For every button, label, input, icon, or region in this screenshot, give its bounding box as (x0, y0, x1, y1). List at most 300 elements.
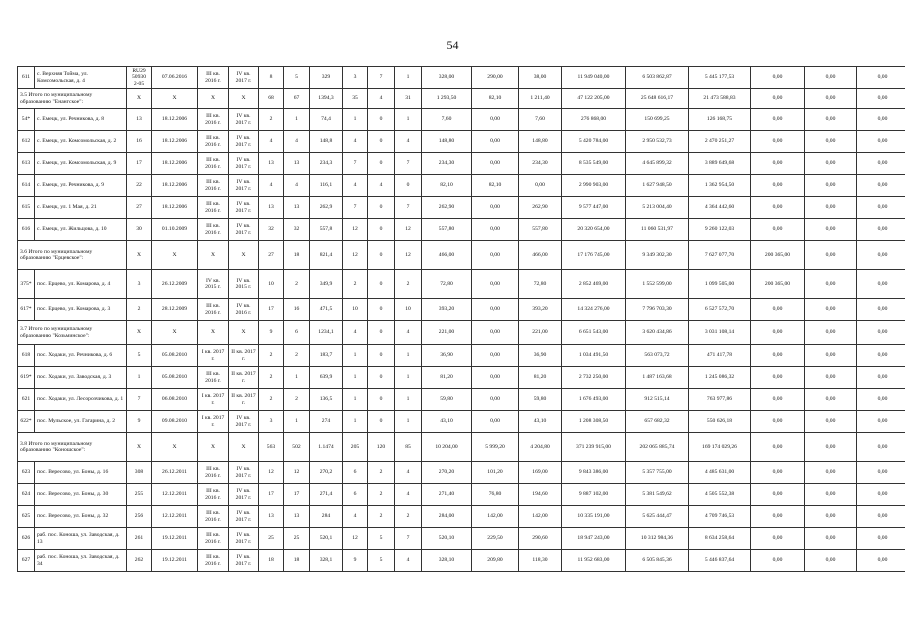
table-cell: 0,00 (857, 270, 905, 299)
table-cell: X (198, 321, 229, 345)
table-cell: 0,00 (751, 299, 805, 321)
table-cell: 17 176 745,00 (562, 241, 626, 270)
table-cell: 1 208 308,50 (562, 411, 626, 433)
table-cell: 1 (395, 345, 422, 367)
table-cell: 32 (284, 219, 310, 241)
table-cell: 0,00 (805, 433, 857, 462)
table-cell: 1 487 163,68 (626, 367, 689, 389)
table-cell: 1 (127, 367, 152, 389)
table-cell: 7,60 (519, 109, 562, 131)
table-cell: X (198, 433, 229, 462)
table-cell: 0 (368, 389, 395, 411)
table-cell: 05.08.2010 (152, 345, 198, 367)
housing-resettlement-table (17, 66, 905, 572)
table-cell: 17 (127, 153, 152, 175)
table-cell: 0,00 (857, 219, 905, 241)
table-cell: 4 645 899,32 (626, 153, 689, 175)
table-cell: 0,00 (751, 484, 805, 506)
table-cell: 18.12.2006 (152, 109, 198, 131)
table-cell: 169,00 (519, 462, 562, 484)
table-cell: 76,80 (472, 484, 519, 506)
table-cell: 5 446 837,64 (689, 550, 751, 572)
table-cell: 0,00 (805, 109, 857, 131)
table-cell: 101,20 (472, 462, 519, 484)
table-cell: 393,20 (422, 299, 472, 321)
table-cell: 0,00 (472, 197, 519, 219)
table-row (18, 153, 905, 175)
table-cell: 2 (368, 484, 395, 506)
table-cell: 1 (284, 109, 310, 131)
table-cell: 25 648 616,17 (626, 89, 689, 109)
table-cell: 2 (259, 345, 284, 367)
table-cell: 1 (395, 411, 422, 433)
table-cell: 10 312 984,36 (626, 528, 689, 550)
table-cell: 7 (343, 153, 368, 175)
table-cell: 256 (127, 506, 152, 528)
address-cell: пос. Ходаки, ул. Заводская, д. 3 (35, 367, 127, 389)
table-cell: 200 365,00 (751, 270, 805, 299)
table-cell: 471 417,78 (689, 345, 751, 367)
table-cell: III кв. 2016 г. (198, 67, 229, 89)
table-cell: 563 (259, 433, 284, 462)
table-cell: 6 503 862,87 (626, 67, 689, 89)
table-cell: 393,20 (519, 299, 562, 321)
table-cell: X (152, 89, 198, 109)
subtotal-label: 3.6 Итого по муниципальному образованию "Ерцевское": (18, 241, 127, 270)
table-cell: 1 (343, 345, 368, 367)
table-cell: IV кв. 2015 г. (229, 270, 259, 299)
table-cell: 821,4 (310, 241, 343, 270)
table-cell: 12 (259, 462, 284, 484)
table-cell: 262,90 (422, 197, 472, 219)
table-cell: 471,5 (310, 299, 343, 321)
table-cell: 5 (368, 550, 395, 572)
table-cell: 0,00 (857, 153, 905, 175)
table-cell: 627 (18, 550, 35, 572)
table-cell: 17 (259, 484, 284, 506)
table-cell: 43,10 (422, 411, 472, 433)
table-cell: 221,00 (519, 321, 562, 345)
table-cell: 7 (395, 197, 422, 219)
table-row (18, 528, 905, 550)
table-cell: 0,00 (805, 67, 857, 89)
address-cell: с. Емецк, ул. Комсомольская, д. 9 (35, 153, 127, 175)
table-cell: 328,00 (422, 67, 472, 89)
table-cell: III кв. 2016 г. (198, 506, 229, 528)
table-cell: 284 (310, 506, 343, 528)
table-cell: 619* (18, 367, 35, 389)
table-cell: 621 (18, 389, 35, 411)
table-cell: 1 362 954,50 (689, 175, 751, 197)
table-cell: 9 (343, 550, 368, 572)
table-row (18, 299, 905, 321)
table-cell: 3 031 108,14 (689, 321, 751, 345)
table-cell: 148,80 (519, 131, 562, 153)
table-cell: 0,00 (805, 506, 857, 528)
table-cell: 13 (259, 153, 284, 175)
table-cell: 25 (284, 528, 310, 550)
subtotal-row (18, 433, 905, 462)
address-cell: пос. Ерцево, ул. Комарова, д. 3 (35, 299, 127, 321)
table-cell: 5 381 549,62 (626, 484, 689, 506)
table-cell: 0,00 (857, 241, 905, 270)
table-cell: 4 (259, 131, 284, 153)
table-cell: 0 (368, 241, 395, 270)
table-cell: 1 (343, 389, 368, 411)
table-cell: 06.08.2010 (152, 389, 198, 411)
table-cell: 7 (343, 197, 368, 219)
table-cell: 12 (343, 241, 368, 270)
table-cell: 2 (395, 506, 422, 528)
table-cell: 27 (259, 241, 284, 270)
table-cell: 262,9 (310, 197, 343, 219)
table-cell: 0,00 (805, 219, 857, 241)
table-cell: 10 335 191,00 (562, 506, 626, 528)
table-cell: 271,4 (310, 484, 343, 506)
table-cell: 6 651 543,00 (562, 321, 626, 345)
table-cell: 0,00 (519, 175, 562, 197)
table-cell: 18 (284, 241, 310, 270)
table-cell: 10 204,00 (422, 433, 472, 462)
table-cell: II кв. 2017 г. (229, 367, 259, 389)
subtotal-label: 3.8 Итого по муниципальному образованию "Коношское": (18, 433, 127, 462)
table-cell: 0 (368, 197, 395, 219)
table-cell: IV кв. 2016 г. (229, 299, 259, 321)
table-cell: 270,20 (422, 462, 472, 484)
table-cell: 2 (368, 506, 395, 528)
table-cell: 1 099 505,00 (689, 270, 751, 299)
table-cell: 0,00 (751, 219, 805, 241)
table-cell: 19.12.2011 (152, 550, 198, 572)
table-cell: 7 796 703,30 (626, 299, 689, 321)
table-cell: 0,00 (472, 109, 519, 131)
table-cell: 2 (259, 367, 284, 389)
table-cell: X (152, 321, 198, 345)
table-cell: 614 (18, 175, 35, 197)
table-cell: 5 213 004,40 (626, 197, 689, 219)
table-cell: 10 (395, 299, 422, 321)
table-cell: 329 (310, 67, 343, 89)
table-cell: 5 (368, 528, 395, 550)
table-cell: 12.12.2011 (152, 506, 198, 528)
table-cell: 617* (18, 299, 35, 321)
table-cell: 17 (259, 299, 284, 321)
table-cell: 6 505 845,36 (626, 550, 689, 572)
table-cell: 4 709 746,53 (689, 506, 751, 528)
table-cell: 0,00 (805, 411, 857, 433)
table-row (18, 411, 905, 433)
table-cell: 09.08.2010 (152, 411, 198, 433)
table-cell: 4 485 631,00 (689, 462, 751, 484)
table-cell: III кв. 2016 г. (198, 197, 229, 219)
table-cell: 626 (18, 528, 35, 550)
table-cell: IV кв. 2017 г. (229, 131, 259, 153)
table-cell: 5 420 784,00 (562, 131, 626, 153)
table-cell: 0,00 (857, 175, 905, 197)
table-cell: 0 (368, 299, 395, 321)
table-cell: 276 868,00 (562, 109, 626, 131)
table-cell: 18.12.2006 (152, 175, 198, 197)
table-cell: 126 168,75 (689, 109, 751, 131)
table-cell: 0 (395, 175, 422, 197)
table-cell: 0,00 (857, 433, 905, 462)
table-cell: 9 887 102,00 (562, 484, 626, 506)
table-cell: 0,00 (751, 321, 805, 345)
table-cell: 4 (368, 175, 395, 197)
table-cell: 25 (259, 528, 284, 550)
table-cell: 0,00 (751, 411, 805, 433)
table-cell: 200 365,00 (751, 241, 805, 270)
table-cell: 6 527 572,70 (689, 299, 751, 321)
table-cell: IV кв. 2017 г. (229, 153, 259, 175)
table-row (18, 462, 905, 484)
table-cell: 229,50 (472, 528, 519, 550)
table-cell: 0,00 (857, 506, 905, 528)
table-cell: 262,90 (519, 197, 562, 219)
table-cell: IV кв. 2017 г. (229, 484, 259, 506)
table-cell: 550 626,18 (689, 411, 751, 433)
table-cell: 205 (343, 433, 368, 462)
table-cell: 0,00 (751, 153, 805, 175)
table-cell: 4 (395, 484, 422, 506)
table-cell: 142,00 (472, 506, 519, 528)
table-cell: 0,00 (751, 175, 805, 197)
table-cell: 0,00 (857, 89, 905, 109)
table-cell: 14 324 276,00 (562, 299, 626, 321)
table-cell: 466,00 (422, 241, 472, 270)
table-cell: 27 (127, 197, 152, 219)
table-cell: 0,00 (472, 367, 519, 389)
table-cell: 01.10.2009 (152, 219, 198, 241)
table-cell: 67 (284, 89, 310, 109)
table-cell: 0,00 (805, 131, 857, 153)
table-cell: 13 (259, 506, 284, 528)
table-cell: 912 515,14 (626, 389, 689, 411)
table-cell: 4 (259, 175, 284, 197)
table-cell: 255 (127, 484, 152, 506)
table-cell: X (198, 89, 229, 109)
table-cell: 21 473 588,83 (689, 89, 751, 109)
table-cell: 2 (368, 462, 395, 484)
table-cell: 0,00 (472, 411, 519, 433)
table-cell: 05.08.2010 (152, 367, 198, 389)
table-cell: 1 (395, 389, 422, 411)
table-cell: 74,4 (310, 109, 343, 131)
table-cell: 35 (343, 89, 368, 109)
table-row (18, 109, 905, 131)
table-cell: 5 445 177,53 (689, 67, 751, 89)
table-cell: 7 (395, 153, 422, 175)
table-cell: 0,00 (751, 89, 805, 109)
table-cell: 12.12.2011 (152, 484, 198, 506)
table-cell: 85 (395, 433, 422, 462)
table-cell: 150 699,25 (626, 109, 689, 131)
table-cell: 4 (343, 321, 368, 345)
table-cell: 22 (127, 175, 152, 197)
table-cell: 0,00 (751, 131, 805, 153)
table-cell: 0,00 (472, 219, 519, 241)
table-cell: RU29 50930 2-05 (127, 67, 152, 89)
table-cell: 120 (368, 433, 395, 462)
table-cell: 1.1474 (310, 433, 343, 462)
table-cell: 0,00 (472, 299, 519, 321)
table-cell: 28.12.2009 (152, 299, 198, 321)
table-cell: 0,00 (805, 345, 857, 367)
table-cell: 0,00 (751, 550, 805, 572)
table-cell: 290,60 (519, 528, 562, 550)
table-cell: 0 (368, 219, 395, 241)
table-cell: III кв. 2016 г. (198, 153, 229, 175)
table-cell: III кв. 2016 г. (198, 109, 229, 131)
table-cell: 1394,3 (310, 89, 343, 109)
table-cell: 13 (127, 109, 152, 131)
table-cell: 13 (284, 153, 310, 175)
table-cell: I кв. 2017 г. (198, 345, 229, 367)
table-cell: 6 (284, 321, 310, 345)
table-cell: 47 122 205,00 (562, 89, 626, 109)
table-cell: IV кв. 2017 г. (229, 197, 259, 219)
table-cell: 328,1 (310, 550, 343, 572)
table-cell: 1 211,40 (519, 89, 562, 109)
table-cell: 11 060 531,97 (626, 219, 689, 241)
table-cell: IV кв. 2017 г. (229, 175, 259, 197)
table-cell: 0,00 (857, 109, 905, 131)
table-cell: IV кв. 2017 г. (229, 506, 259, 528)
subtotal-row (18, 89, 905, 109)
table-cell: 5 357 755,00 (626, 462, 689, 484)
table-cell: 12 (395, 219, 422, 241)
table-cell: I кв. 2017 г. (198, 411, 229, 433)
table-cell: 183,7 (310, 345, 343, 367)
table-cell: III кв. 2016 г. (198, 484, 229, 506)
table-cell: 18.12.2006 (152, 197, 198, 219)
table-cell: 6 (343, 462, 368, 484)
table-cell: 7 (127, 389, 152, 411)
table-cell: X (152, 241, 198, 270)
table-cell: III кв. 2016 г. (198, 299, 229, 321)
table-cell: 0,00 (805, 175, 857, 197)
table-body (18, 67, 905, 572)
table-cell: 31 (395, 89, 422, 109)
table-cell: 0,00 (857, 389, 905, 411)
table-cell: 2 732 250,00 (562, 367, 626, 389)
table-cell: 59,80 (422, 389, 472, 411)
table-cell: 0,00 (857, 345, 905, 367)
table-cell: 371 239 915,00 (562, 433, 626, 462)
table-cell: 1 (395, 67, 422, 89)
table-cell: 1 (284, 367, 310, 389)
table-cell: 12 (284, 462, 310, 484)
table-cell: 0,00 (751, 389, 805, 411)
table-cell: 4 (284, 175, 310, 197)
table-cell: IV кв. 2017 г. (229, 109, 259, 131)
table-cell: 7 (395, 528, 422, 550)
table-cell: 0,00 (472, 241, 519, 270)
table-row (18, 550, 905, 572)
table-cell: 261 (127, 528, 152, 550)
table-cell: 4 (343, 175, 368, 197)
table-cell: 1 (343, 109, 368, 131)
table-cell: 5 (127, 345, 152, 367)
table-cell: III кв. 2016 г. (198, 550, 229, 572)
table-cell: 611 (18, 67, 35, 89)
table-cell: 624 (18, 484, 35, 506)
table-cell: X (229, 321, 259, 345)
table-cell: X (229, 89, 259, 109)
subtotal-row (18, 321, 905, 345)
table-cell: 82,10 (422, 175, 472, 197)
table-cell: 9 (259, 321, 284, 345)
table-cell: 308 (127, 462, 152, 484)
table-cell: 17 (284, 484, 310, 506)
table-cell: 349,9 (310, 270, 343, 299)
table-cell: 142,00 (519, 506, 562, 528)
table-cell: 8 535 549,00 (562, 153, 626, 175)
table-cell: 557,80 (519, 219, 562, 241)
table-cell: 0,00 (751, 367, 805, 389)
table-cell: 520,10 (422, 528, 472, 550)
table-cell: 13 (259, 197, 284, 219)
table-cell: 9 349 302,30 (626, 241, 689, 270)
table-cell: 7 627 077,70 (689, 241, 751, 270)
table-cell: 2 (343, 270, 368, 299)
table-cell: 284,00 (422, 506, 472, 528)
table-cell: 262 (127, 550, 152, 572)
table-cell: III кв. 2016 г. (198, 131, 229, 153)
table-cell: IV кв. 2017 г. (229, 411, 259, 433)
table-cell: 0 (368, 345, 395, 367)
table-row (18, 506, 905, 528)
table-cell: 4 364 442,60 (689, 197, 751, 219)
table-cell: 612 (18, 131, 35, 153)
table-cell: 0,00 (857, 462, 905, 484)
table-cell: 622* (18, 411, 35, 433)
table-cell: 9 260 122,03 (689, 219, 751, 241)
table-cell: 290,00 (472, 67, 519, 89)
table-cell: 169 174 029,26 (689, 433, 751, 462)
address-cell: с. Емецк, ул. Жильцова, д. 10 (35, 219, 127, 241)
table-row (18, 345, 905, 367)
table-cell: 234,30 (422, 153, 472, 175)
table-cell: 82,10 (472, 89, 519, 109)
table-cell: 12 (343, 528, 368, 550)
table-cell: 19.12.2011 (152, 528, 198, 550)
table-cell: 9 (127, 411, 152, 433)
table-cell: 4 505 552,38 (689, 484, 751, 506)
table-cell: 0,00 (805, 89, 857, 109)
table-cell: 0,00 (805, 153, 857, 175)
table-cell: 613 (18, 153, 35, 175)
table-cell: 209,80 (472, 550, 519, 572)
table-cell: 0 (368, 109, 395, 131)
table-cell: X (198, 241, 229, 270)
table-cell: 118,30 (519, 550, 562, 572)
table-cell: 0,00 (857, 550, 905, 572)
table-cell: 0,00 (805, 270, 857, 299)
table-cell: 30 (127, 219, 152, 241)
table-cell: 32 (259, 219, 284, 241)
table-cell: 563 073,72 (626, 345, 689, 367)
table-cell: IV кв. 2017 г. (229, 528, 259, 550)
table-cell: II кв. 2017 г. (229, 345, 259, 367)
table-cell: X (229, 241, 259, 270)
table-cell: 1 245 086,32 (689, 367, 751, 389)
table-cell: X (152, 433, 198, 462)
table-cell: 3 (259, 411, 284, 433)
table-cell: 0,00 (805, 299, 857, 321)
table-cell: 4 (395, 131, 422, 153)
table-cell: 0,00 (805, 321, 857, 345)
